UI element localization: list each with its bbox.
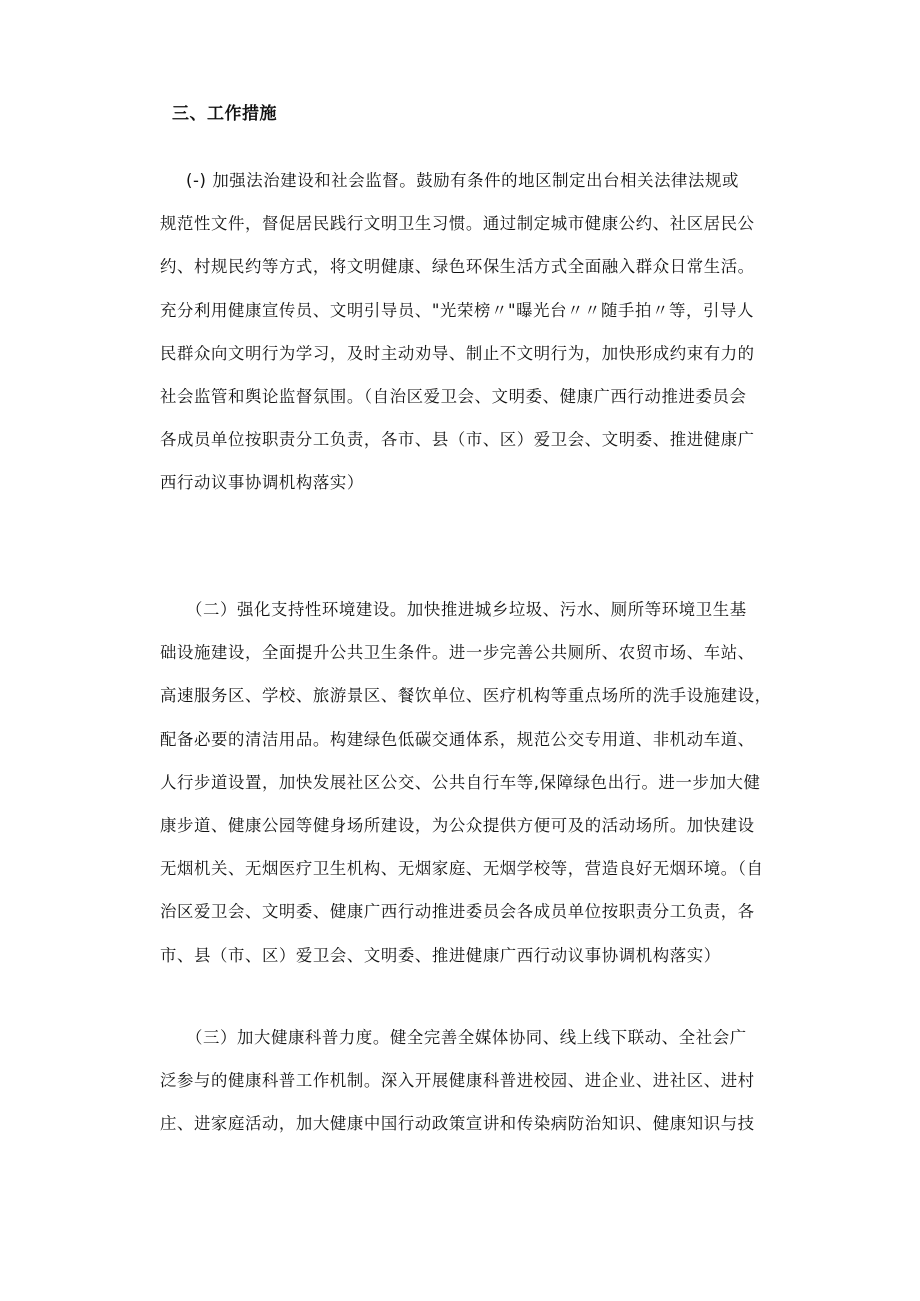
text-line: （二）强化支持性环境建设。加快推进城乡垃圾、污水、厕所等环境卫生基 xyxy=(186,600,747,619)
text-line: 无烟机关、无烟医疗卫生机构、无烟家庭、无烟学校等，营造良好无烟环境。（自 xyxy=(160,859,764,879)
text-line: 治区爱卫会、文明委、健康广西行动推进委员会各成员单位按职责分工负责，各 xyxy=(160,902,755,922)
section-heading: 三、工作措施 xyxy=(172,104,277,124)
text-line: 西行动议事协调机构落实） xyxy=(160,473,364,493)
paragraph-3 xyxy=(160,1016,800,1146)
text-line: 庄、进家庭活动，加大健康中国行动政策宣讲和传染病防治知识、健康知识与技 xyxy=(160,1114,755,1134)
text-line: 约、村规民约等方式，将文明健康、绿色环保生活方式全面融入群众日常生活。 xyxy=(160,257,755,277)
text-line: 泛参与的健康科普工作机制。深入开展健康科普进校园、进企业、进社区、进村 xyxy=(160,1071,755,1091)
paragraph-2 xyxy=(160,588,800,977)
text-line: 各成员单位按职责分工负责，各市、县（市、区）爱卫会、文明委、推进健康广 xyxy=(160,430,755,450)
text-line: 民群众向文明行为学习，及时主动劝导、制止不文明行为，加快形成约束有力的 xyxy=(160,343,755,363)
text-line: 康步道、健康公园等健身场所建设，为公众提供方便可及的活动场所。加快建设 xyxy=(160,816,755,836)
paragraph-1 xyxy=(160,159,800,505)
text-line: (-) 加强法治建设和社会监督。鼓励有条件的地区制定出台相关法律法规或 xyxy=(186,171,740,190)
text-line: 人行步道设置，加快发展社区公交、公共自行车等,保障绿色出行。进一步加大健 xyxy=(160,772,761,792)
text-line: （三）加大健康科普力度。健全完善全媒体协同、线上线下联动、全社会广 xyxy=(186,1028,747,1047)
text-line: 市、县（市、区）爱卫会、文明委、推进健康广西行动议事协调机构落实） xyxy=(160,945,721,965)
text-line: 社会监管和舆论监督氛围。（自治区爱卫会、文明委、健康广西行动推进委员会 xyxy=(160,387,747,407)
text-line: 规范性文件，督促居民践行文明卫生习惯。通过制定城市健康公约、社区居民公 xyxy=(160,214,755,234)
text-line: 充分利用健康宣传员、文明引导员、"光荣榜〃"曝光台〃〃随手拍〃等，引导人 xyxy=(160,300,754,320)
text-line: 高速服务区、学校、旅游景区、餐饮单位、医疗机构等重点场所的洗手设施建设， xyxy=(160,686,772,706)
text-line: 础设施建设，全面提升公共卫生条件。进一步完善公共厕所、农贸市场、车站、 xyxy=(160,643,755,663)
text-line: 配备必要的清洁用品。构建绿色低碳交通体系，规范公交专用道、非机动车道、 xyxy=(160,729,755,749)
